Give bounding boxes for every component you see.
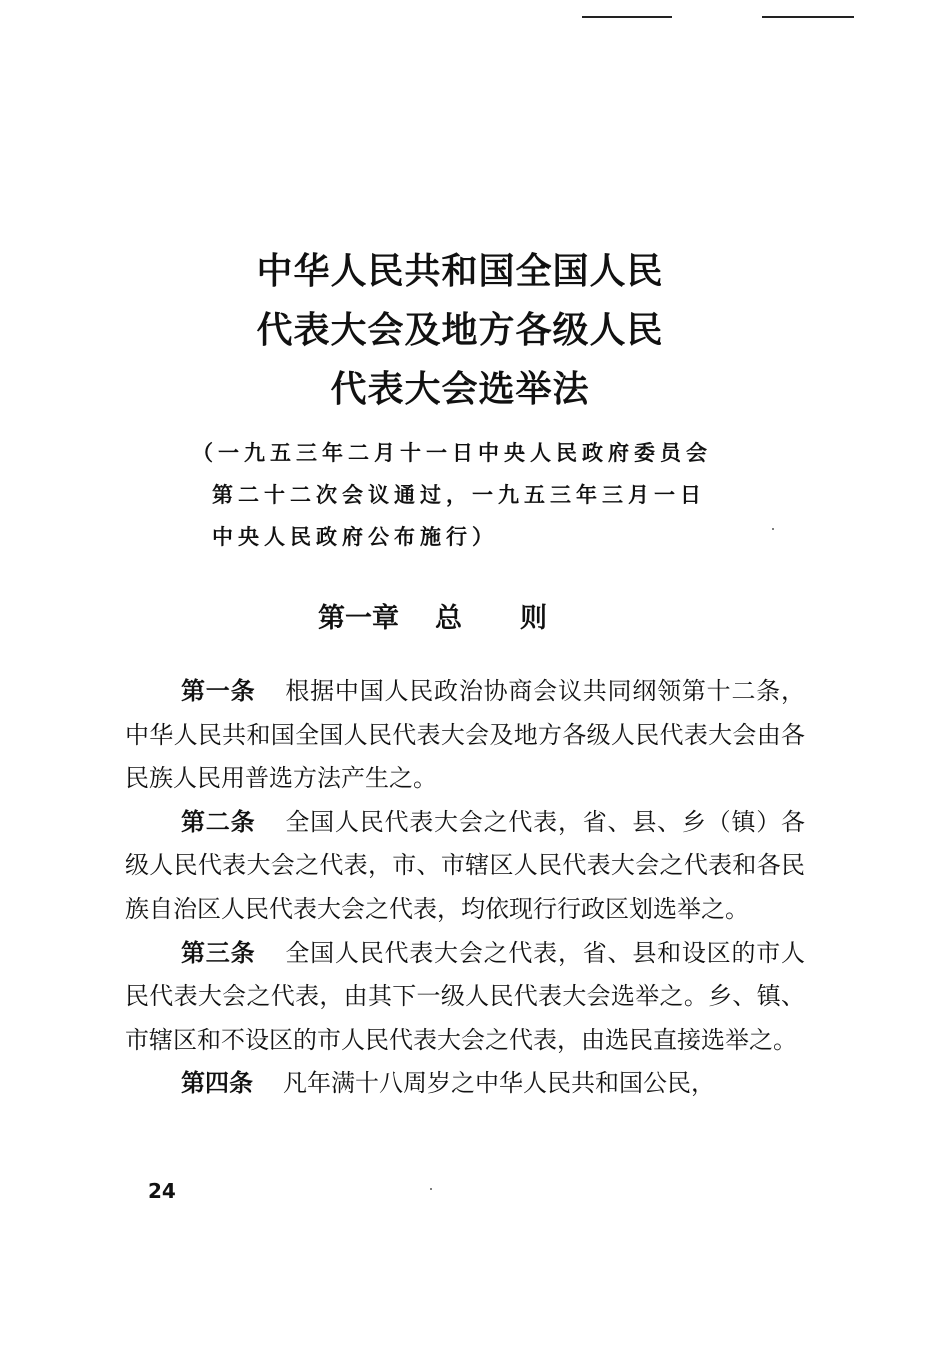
article-4-text: 凡年满十八周岁之中华人民共和国公民，	[283, 1069, 715, 1098]
adoption-note-line-1: （一九五三年二月十一日中央人民政府委员会	[192, 440, 712, 465]
chapter-name-part-2: 则	[520, 603, 547, 634]
title-line-1: 中华人民共和国全国人民	[256, 251, 664, 292]
adoption-note	[192, 432, 712, 558]
page-number: 24	[148, 1179, 176, 1203]
article-2-text: 全国人民代表大会之代表，省、县、乡（镇）各级人民代表大会之代表，市、市辖区人民代表大会之代表和各民族自治区人民代表大会之代表，均依现行行政区划选举之。	[125, 807, 806, 923]
article-1	[125, 670, 805, 801]
article-list	[125, 670, 805, 1106]
article-2-label: 第二条	[181, 807, 256, 836]
scan-speck	[772, 528, 774, 530]
article-3	[125, 932, 805, 1063]
header-rule-left	[582, 16, 672, 18]
title-line-2: 代表大会及地方各级人民	[256, 310, 664, 351]
header-rule-right	[762, 16, 854, 18]
chapter-name-part-1: 总	[435, 603, 462, 634]
article-4-label: 第四条	[181, 1069, 253, 1098]
title-line-3: 代表大会选举法	[330, 369, 590, 410]
article-3-label: 第三条	[181, 938, 256, 967]
article-3-text: 全国人民代表大会之代表，省、县和设区的市人民代表大会之代表，由其下一级人民代表大会选举之。乡、镇、市辖区和不设区的市人民代表大会之代表，由选民直接选举之。	[125, 938, 806, 1054]
chapter-heading	[318, 596, 547, 635]
article-2	[125, 801, 805, 932]
article-4	[125, 1062, 805, 1106]
scan-speck	[430, 1188, 432, 1190]
chapter-number: 第一章	[318, 603, 399, 634]
adoption-note-line-3: 中央人民政府公布施行）	[212, 524, 498, 549]
article-1-text: 根据中国人民政治协商会议共同纲领第十二条，中华人民共和国全国人民代表大会及地方各级人民代表大会由各民族人民用普选方法产生之。	[125, 677, 806, 793]
adoption-note-line-2: 第二十二次会议通过，一九五三年三月一日	[212, 482, 706, 507]
article-1-label: 第一条	[181, 677, 256, 705]
document-title	[200, 242, 720, 419]
